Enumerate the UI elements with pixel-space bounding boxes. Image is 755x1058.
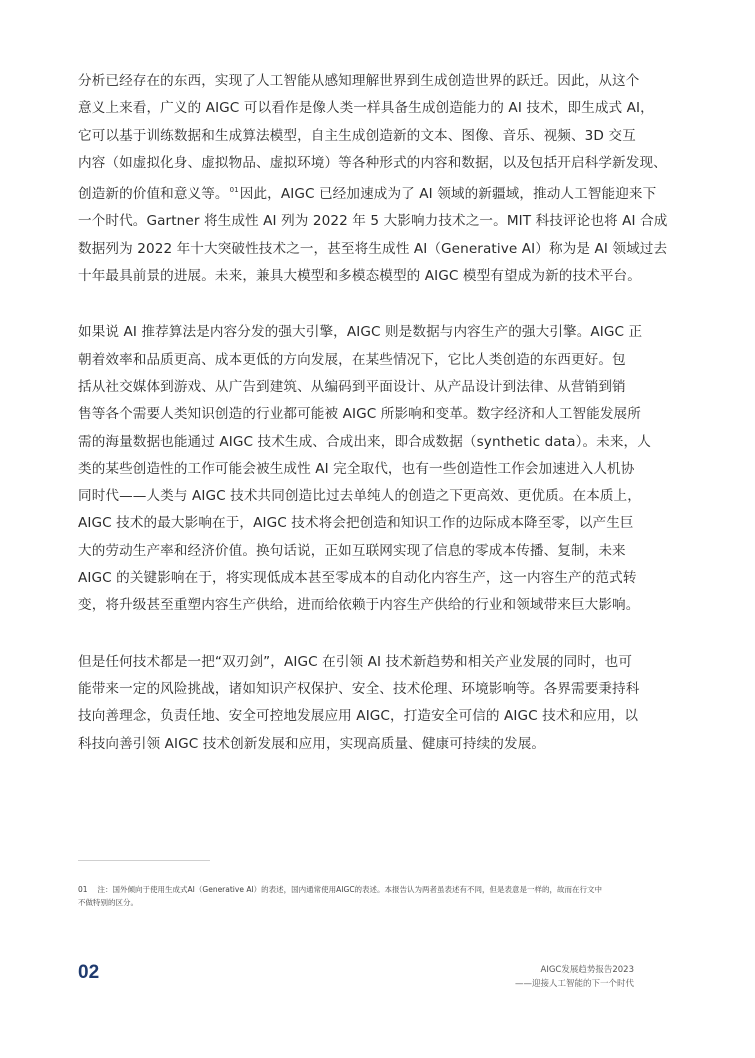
body-content (78, 68, 678, 787)
text-segment: 创造新的价值和意义等。 (78, 186, 229, 203)
text-segment: 因此，AIGC 已经加速成为了 AI 领域的新疆域，推动人工智能迎来下 (239, 186, 657, 203)
footnote-reference: 01 (229, 186, 239, 195)
text-line (78, 177, 678, 208)
text-line: 类的某些创造性的工作可能会被生成性 AI 完全取代，也有一些创造性工作会加速进入人机协 (78, 460, 635, 477)
text-line: AIGC 的关键影响在于，将实现低成本甚至零成本的自动化内容生产，这一内容生产的范式转 (78, 570, 637, 587)
text-line: 十年最具前景的进展。未来，兼具大模型和多模态模型的 AIGC 模型有望成为新的技术平台。 (78, 268, 641, 285)
text-line: 大的劳动生产率和经济价值。换句话说，正如互联网实现了信息的零成本传播、复制，未来 (78, 542, 626, 559)
page-number: 02 (78, 962, 100, 983)
paragraph-3 (78, 649, 678, 758)
paragraph-1 (78, 68, 678, 290)
footnote-divider (78, 860, 210, 861)
running-footer (515, 963, 634, 991)
text-line: 变，将升级甚至重塑内容生产供给，进而给依赖于内容生产供给的行业和领域带来巨大影响。 (78, 597, 640, 614)
text-line: 数据列为 2022 年十大突破性技术之一，甚至将生成性 AI（Generative AI）称为是 AI 领域过去 (78, 240, 668, 257)
text-line: 能带来一定的风险挑战，诸如知识产权保护、安全、技术伦理、环境影响等。各界需要秉持科 (78, 680, 640, 697)
footnote-line: 不做特别的区分。 (78, 898, 138, 907)
text-line: 但是任何技术都是一把“双刃剑”，AIGC 在引领 AI 技术新趋势和相关产业发展的同时，也可 (78, 653, 633, 670)
paragraph-2 (78, 319, 678, 619)
text-line: 朝着效率和品质更高、成本更低的方向发展，在某些情况下，它比人类创造的东西更好。包 (78, 351, 626, 368)
text-line: 如果说 AI 推荐算法是内容分发的强大引擎，AIGC 则是数据与内容生产的强大引擎。AIGC 正 (78, 324, 643, 341)
footnote (78, 883, 668, 909)
text-line: 需的海量数据也能通过 AIGC 技术生成、合成出来，即合成数据（synthetic data）。未来，人 (78, 433, 651, 450)
report-subtitle: ——迎接人工智能的下一个时代 (514, 979, 634, 989)
text-line: 同时代——人类与 AIGC 技术共同创造比过去单纯人的创造之下更高效、更优质。在本质上， (78, 488, 641, 505)
text-line: 售等各个需要人类知识创造的行业都可能被 AIGC 所影响和变革。数字经济和人工智能发展所 (78, 406, 641, 423)
text-line: 内容（如虚拟化身、虚拟物品、虚拟环境）等各种形式的内容和数据，以及包括开启科学新发现、 (78, 154, 667, 171)
footnote-text: 注：国外倾向于使用生成式AI（Generative AI）的表述，国内通常使用AIGC的表述。本报告认为两者虽表述有不同，但是表意是一样的，故而在行文中 (97, 885, 603, 894)
text-line: 分析已经存在的东西，实现了人工智能从感知理解世界到生成创造世界的跃迁。因此，从这个 (78, 73, 640, 89)
footnote-line (78, 883, 668, 896)
report-title: AIGC发展趋势报告2023 (540, 965, 634, 975)
text-line: AIGC 技术的最大影响在于，AIGC 技术将会把创造和知识工作的边际成本降至零，以产生巨 (78, 515, 634, 532)
footnote-number: 01 (78, 885, 88, 894)
text-line: 技向善理念，负责任地、安全可控地发展应用 AIGC，打造安全可信的 AIGC 技术和应用，以 (78, 708, 639, 725)
text-line: 它可以基于训练数据和生成算法模型，自主生成创造新的文本、图像、音乐、视频、3D 交互 (78, 127, 636, 144)
text-line: 括从社交媒体到游戏、从广告到建筑、从编码到平面设计、从产品设计到法律、从营销到销 (78, 378, 626, 395)
text-line: 一个时代。Gartner 将生成性 AI 列为 2022 年 5 大影响力技术之一。MIT 科技评论也将 AI 合成 (78, 213, 668, 230)
text-line: 意义上来看，广义的 AIGC 可以看作是像人类一样具备生成创造能力的 AI 技术，即生成式 AI， (78, 100, 654, 117)
text-line: 科技向善引领 AIGC 技术创新发展和应用，实现高质量、健康可持续的发展。 (78, 735, 546, 752)
